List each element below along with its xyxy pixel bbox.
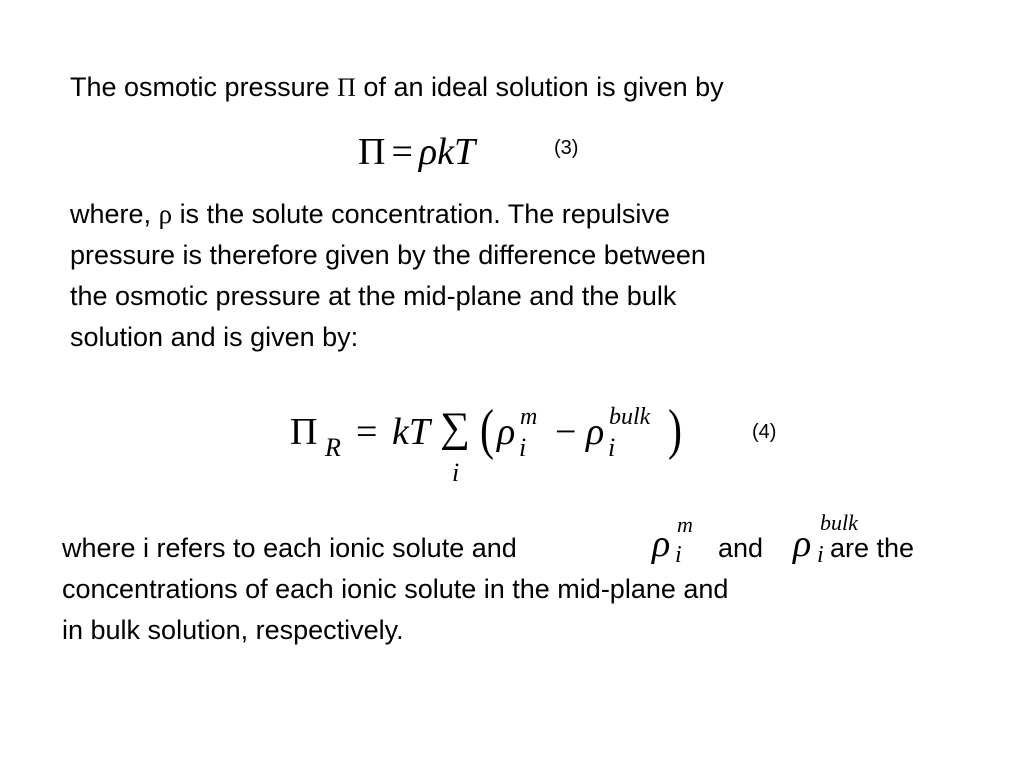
eq4-rho-2-sub: i [608, 433, 616, 462]
eq4-minus: − [555, 411, 577, 453]
where-line-4: solution and is given by: [70, 322, 359, 352]
final-rho-bulk: ρ [793, 523, 812, 565]
eq3-rho: ρ [418, 131, 438, 173]
eq3-pi: Π [358, 131, 386, 173]
equation-4-number: (4) [752, 421, 777, 443]
eq4-left-paren: ( [480, 399, 494, 461]
eq4-rho-1-sup: m [520, 404, 538, 430]
final-rho-m: ρ [652, 523, 671, 565]
eq4-sum: ∑ [440, 405, 470, 451]
final-rho-m-sub: i [675, 542, 682, 568]
final-line-1-end: are the [830, 533, 915, 563]
equation-3 [358, 128, 475, 176]
intro-text-after: of an ideal solution is given by [363, 72, 724, 102]
intro-line [70, 67, 724, 108]
eq4-rho-1-sub: i [519, 433, 527, 462]
where-line-2: pressure is therefore given by the difference between [70, 240, 706, 270]
final-rho-m-sup: m [677, 512, 693, 537]
where-line-3: the osmotic pressure at the mid-plane and the bulk [70, 281, 677, 311]
final-line-1-start: where i refers to each ionic solute and [62, 533, 517, 563]
where-text-after: is the solute concentration. The repulsive [179, 199, 670, 229]
intro-text-before: The osmotic pressure [70, 72, 330, 102]
where-text-before: where, [70, 199, 152, 229]
eq3-T: T [454, 131, 476, 173]
eq4-right-paren: ) [668, 399, 682, 461]
final-rho-bulk-sup: bulk [820, 510, 858, 535]
where-paragraph [70, 194, 706, 358]
eq4-rho-1: ρ [497, 411, 516, 453]
final-rho-bulk-sub: i [817, 542, 824, 568]
final-line-3: in bulk solution, respectively. [62, 615, 404, 645]
eq4-rho-2-sup: bulk [609, 404, 651, 430]
eq3-k: k [437, 131, 455, 173]
final-and: and [718, 533, 764, 563]
eq3-equals: = [391, 131, 413, 173]
final-line-2: concentrations of each ionic solute in the mid-plane and [62, 574, 729, 604]
rho-symbol: ρ [158, 199, 173, 229]
equation-3-number: (3) [554, 137, 579, 159]
eq4-kT: kT [392, 411, 430, 453]
eq4-pi-subscript: R [325, 433, 341, 462]
eq4-sum-index: i [452, 458, 460, 487]
pi-symbol: Π [337, 73, 356, 102]
eq4-rho-2: ρ [586, 411, 605, 453]
eq4-equals: = [356, 411, 378, 453]
eq4-pi: Π [290, 411, 318, 453]
where-line-1 [70, 194, 706, 235]
